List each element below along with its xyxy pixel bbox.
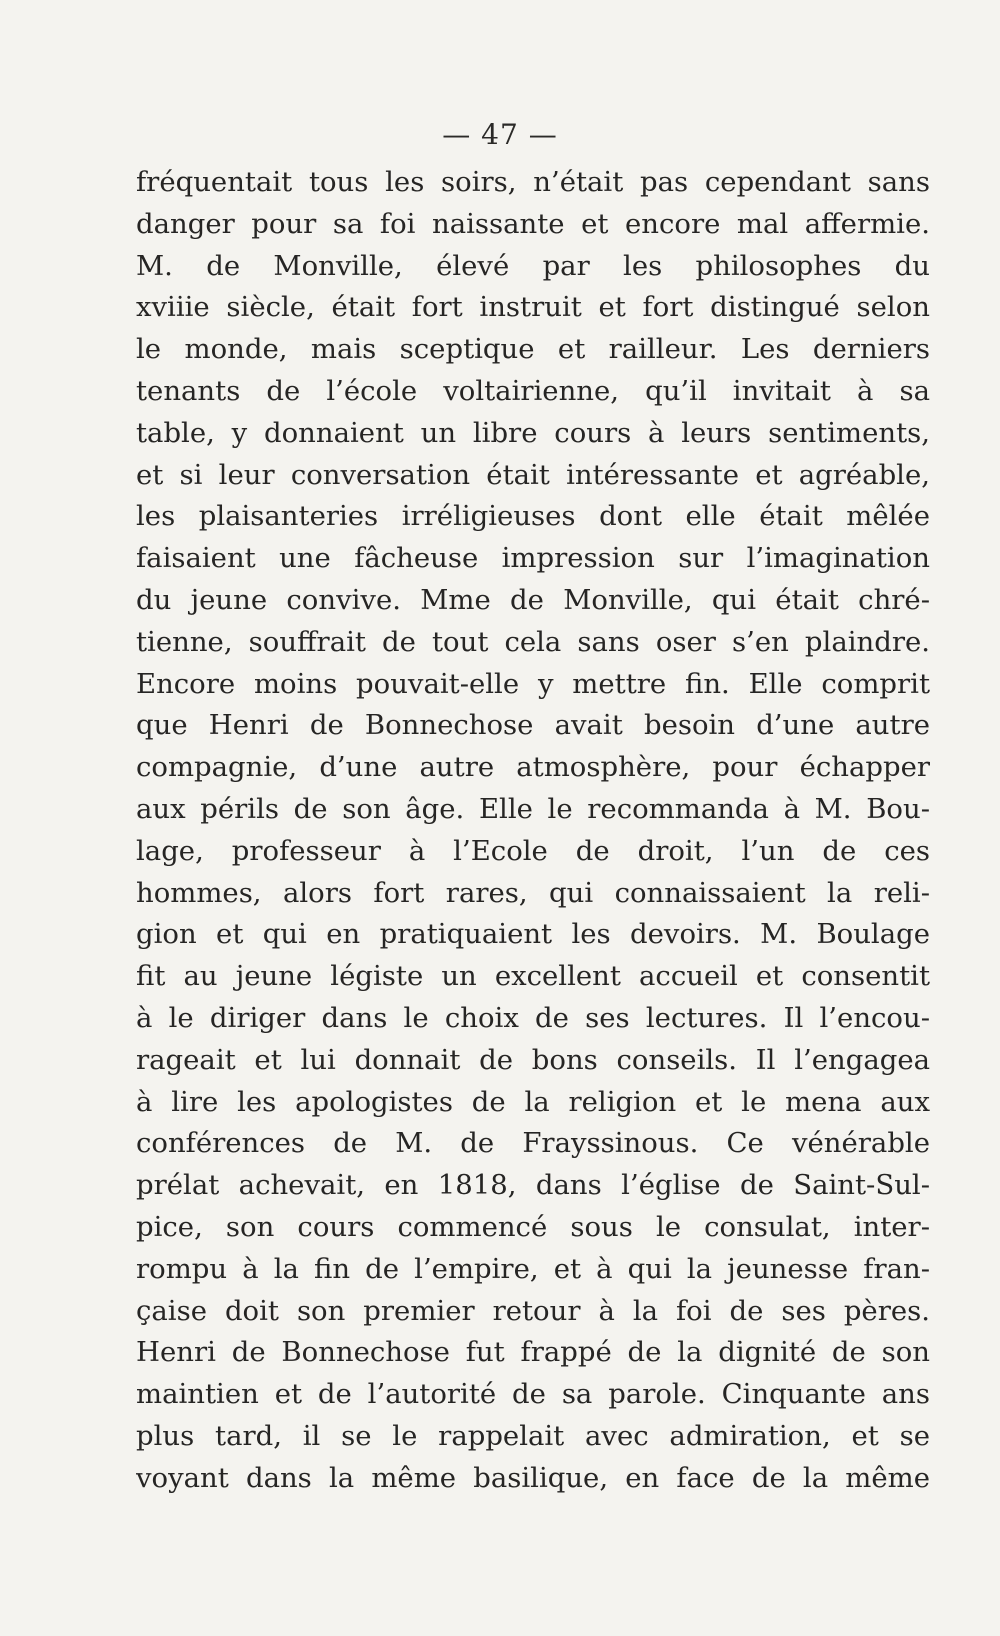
text-line: rageait et lui donnait de bons conseils. Il l’engagea <box>136 1043 930 1076</box>
text-line: aux périls de son âge. Elle le recommanda à M. Bou- <box>136 792 930 825</box>
page-number: — 47 — <box>442 118 558 151</box>
text-line: le monde, mais sceptique et railleur. Les derniers <box>136 333 930 366</box>
text-line: Encore moins pouvait-elle y mettre fin. Elle comprit <box>136 667 930 700</box>
text-line: voyant dans la même basilique, en face de la même <box>136 1461 930 1494</box>
text-line: table, y donnaient un libre cours à leurs sentiments, <box>136 416 930 449</box>
text-line: xviiie siècle, était fort instruit et fort distingué selon <box>136 291 930 324</box>
text-line: que Henri de Bonnechose avait besoin d’une autre <box>136 709 930 742</box>
text-line: et si leur conversation était intéressante et agréable, <box>136 458 930 491</box>
text-line: plus tard, il se le rappelait avec admiration, et se <box>136 1419 930 1452</box>
text-line: les plaisanteries irréligieuses dont elle était mêlée <box>136 500 930 533</box>
text-line: hommes, alors fort rares, qui connaissaient la reli- <box>136 876 930 909</box>
text-line: conférences de M. de Frayssinous. Ce vénérable <box>136 1127 930 1160</box>
text-line: M. de Monville, élevé par les philosophes du <box>136 249 930 282</box>
text-line: gion et qui en pratiquaient les devoirs. M. Boulage <box>136 918 930 951</box>
text-line: du jeune convive. Mme de Monville, qui était chré- <box>136 583 930 616</box>
text-line: fit au jeune légiste un excellent accueil et consentit <box>136 960 930 993</box>
text-line: à le diriger dans le choix de ses lectures. Il l’encou- <box>136 1001 930 1034</box>
text-line: lage, professeur à l’Ecole de droit, l’un de ces <box>136 834 930 867</box>
text-line: tenants de l’école voltairienne, qu’il invitait à sa <box>136 374 930 407</box>
text-line: Henri de Bonnechose fut frappé de la dignité de son <box>136 1336 930 1369</box>
text-line: compagnie, d’une autre atmosphère, pour échapper <box>136 751 930 784</box>
text-line: çaise doit son premier retour à la foi de ses pères. <box>136 1294 930 1327</box>
text-line: pice, son cours commencé sous le consulat, inter- <box>136 1210 930 1243</box>
text-line: fréquentait tous les soirs, n’était pas cependant sans <box>136 166 930 198</box>
text-line: prélat achevait, en 1818, dans l’église de Saint-Sul- <box>136 1169 930 1202</box>
text-line: faisaient une fâcheuse impression sur l’imagination <box>136 542 930 575</box>
text-line: tienne, souffrait de tout cela sans oser s’en plaindre. <box>136 625 930 658</box>
text-line: danger pour sa foi naissante et encore mal affermie. <box>136 207 930 240</box>
body-text <box>136 162 930 1500</box>
text-line: à lire les apologistes de la religion et le mena aux <box>136 1085 930 1118</box>
text-line: maintien et de l’autorité de sa parole. Cinquante ans <box>136 1378 930 1411</box>
text-line: rompu à la fin de l’empire, et à qui la jeunesse fran- <box>136 1252 930 1285</box>
